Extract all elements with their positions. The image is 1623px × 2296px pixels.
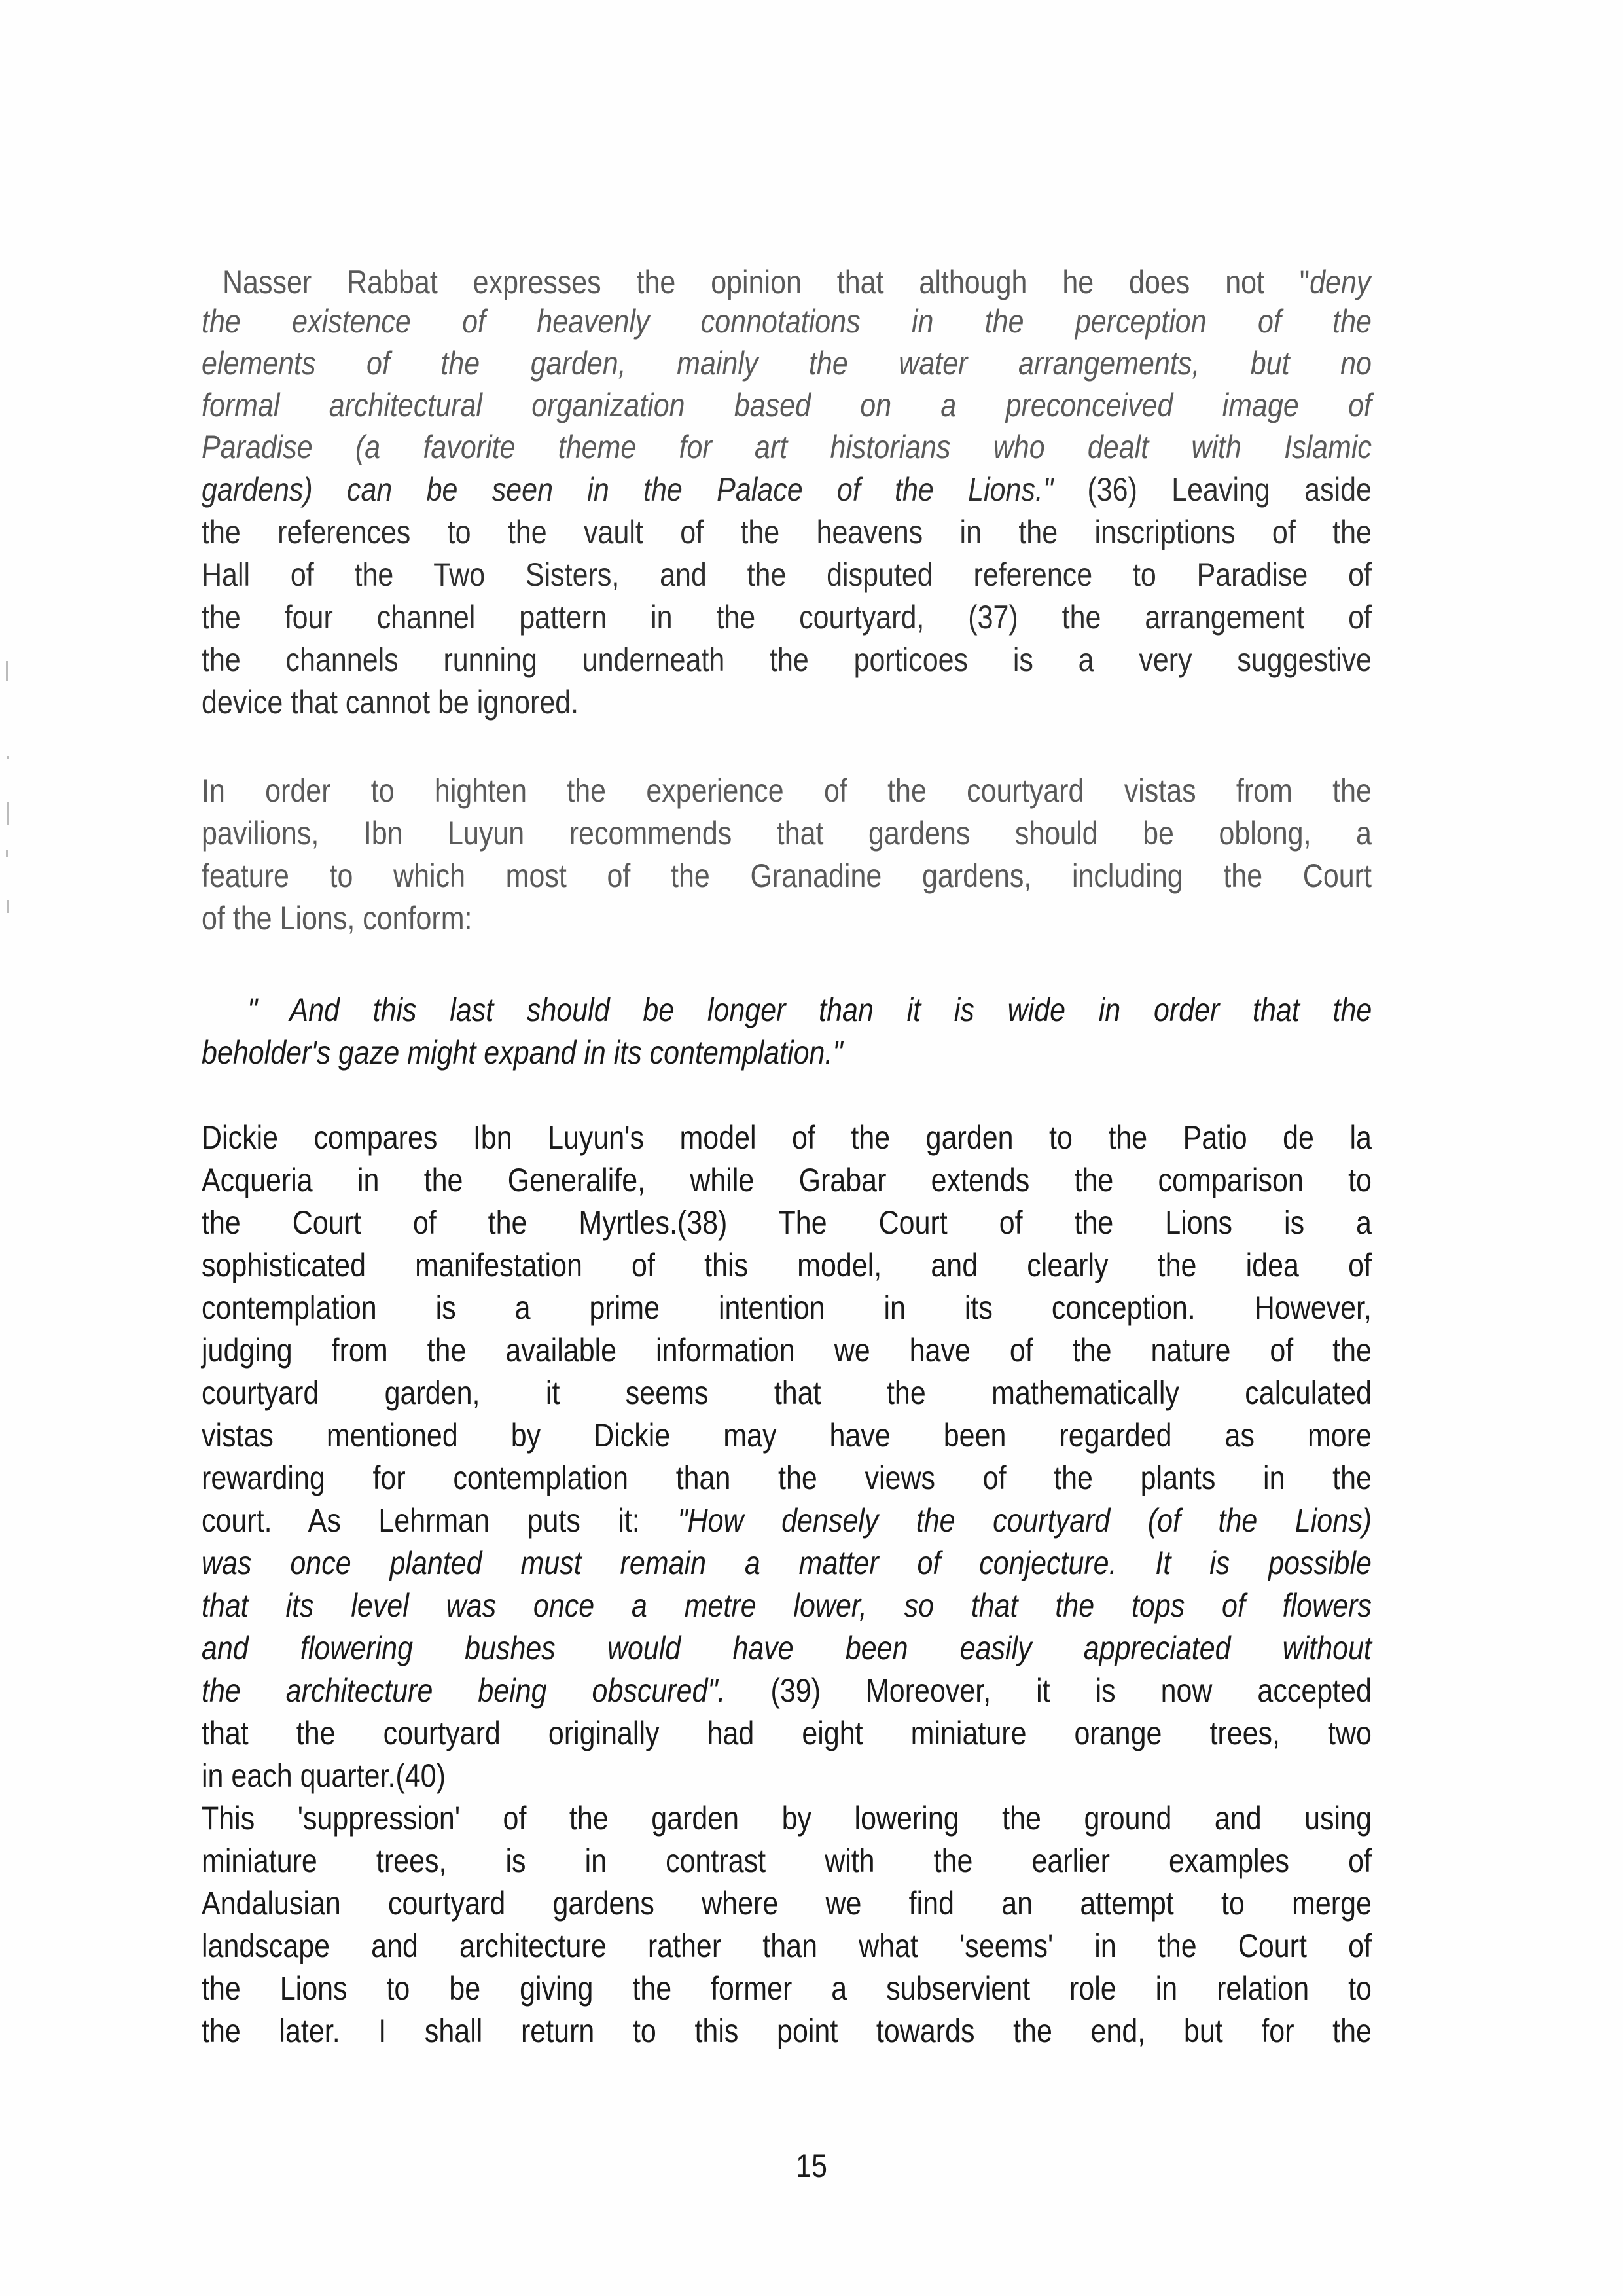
text-line: the references to the vault of the heavens in the inscriptions of the (202, 514, 1372, 550)
text-line: sophisticated manifestation of this model, and clearly the idea of (202, 1247, 1372, 1283)
text-line: the Lions to be giving the former a subservient role in relation to (202, 1970, 1372, 2007)
scan-artifact (6, 850, 8, 857)
text-line: Hall of the Two Sisters, and the disputed reference to Paradise of (202, 556, 1372, 593)
text-line: in each quarter.(40) (202, 1757, 446, 1794)
text-line: In order to highten the experience of the courtyard vistas from the (202, 772, 1372, 809)
text-line: that the courtyard originally had eight miniature orange trees, two (202, 1715, 1372, 1751)
page-number: 15 (796, 2147, 827, 2184)
text-line: the architecture being obscured". (39) Moreover, it is now accepted (202, 1672, 1372, 1709)
scan-artifact (7, 756, 9, 759)
text-line: beholder's gaze might expand in its contemplation." (202, 1034, 843, 1071)
scan-artifact (7, 802, 9, 825)
text-line: formal architectural organization based on a preconceived image of (202, 387, 1372, 423)
text-line: was once planted must remain a matter of conjecture. It is possible (202, 1545, 1372, 1581)
scan-artifact (6, 661, 8, 681)
text-line: pavilions, Ibn Luyun recommends that gardens should be oblong, a (202, 815, 1372, 852)
text-line: " And this last should be longer than it is wide in order that the (247, 992, 1372, 1028)
text-line: that its level was once a metre lower, so that the tops of flowers (202, 1587, 1372, 1624)
text-line: This 'suppression' of the garden by lowering the ground and using (202, 1800, 1372, 1837)
text-line: landscape and architecture rather than what 'seems' in the Court of (202, 1928, 1372, 1964)
text-line: and flowering bushes would have been easily appreciated without (202, 1630, 1372, 1666)
text-line: gardens) can be seen in the Palace of the Lions." (36) Leaving aside (202, 471, 1372, 508)
text-line: miniature trees, is in contrast with the earlier examples of (202, 1842, 1372, 1879)
text-line: of the Lions, conform: (202, 900, 473, 937)
text-line: rewarding for contemplation than the views of the plants in the (202, 1460, 1372, 1496)
text-line: Andalusian courtyard gardens where we find an attempt to merge (202, 1885, 1372, 1922)
text-line: the Court of the Myrtles.(38) The Court of the Lions is a (202, 1204, 1372, 1241)
text-line: feature to which most of the Granadine gardens, including the Court (202, 857, 1372, 894)
text-line: elements of the garden, mainly the water arrangements, but no (202, 345, 1372, 382)
text-line: Acqueria in the Generalife, while Grabar extends the comparison to (202, 1162, 1372, 1198)
text-line: contemplation is a prime intention in its conception. However, (202, 1289, 1372, 1326)
text-line: court. As Lehrman puts it: "How densely the courtyard (of the Lions) (202, 1502, 1372, 1539)
text-line: courtyard garden, it seems that the mathematically calculated (202, 1374, 1372, 1411)
text-line: the channels running underneath the porticoes is a very suggestive (202, 641, 1372, 678)
text-line: judging from the available information we have of the nature of the (202, 1332, 1372, 1369)
text-line: vistas mentioned by Dickie may have been regarded as more (202, 1417, 1372, 1454)
text-line: the later. I shall return to this point towards the end, but for the (202, 2013, 1372, 2049)
text-line: Dickie compares Ibn Luyun's model of the garden to the Patio de la (202, 1119, 1372, 1156)
text-line: device that cannot be ignored. (202, 684, 579, 721)
text-line: Nasser Rabbat expresses the opinion that although he does not "deny (223, 264, 1371, 300)
text-line: the four channel pattern in the courtyard, (37) the arrangement of (202, 599, 1372, 636)
text-line: Paradise (a favorite theme for art historians who dealt with Islamic (202, 429, 1372, 465)
text-line: the existence of heavenly connotations in the perception of the (202, 303, 1372, 340)
scan-artifact (7, 900, 9, 913)
